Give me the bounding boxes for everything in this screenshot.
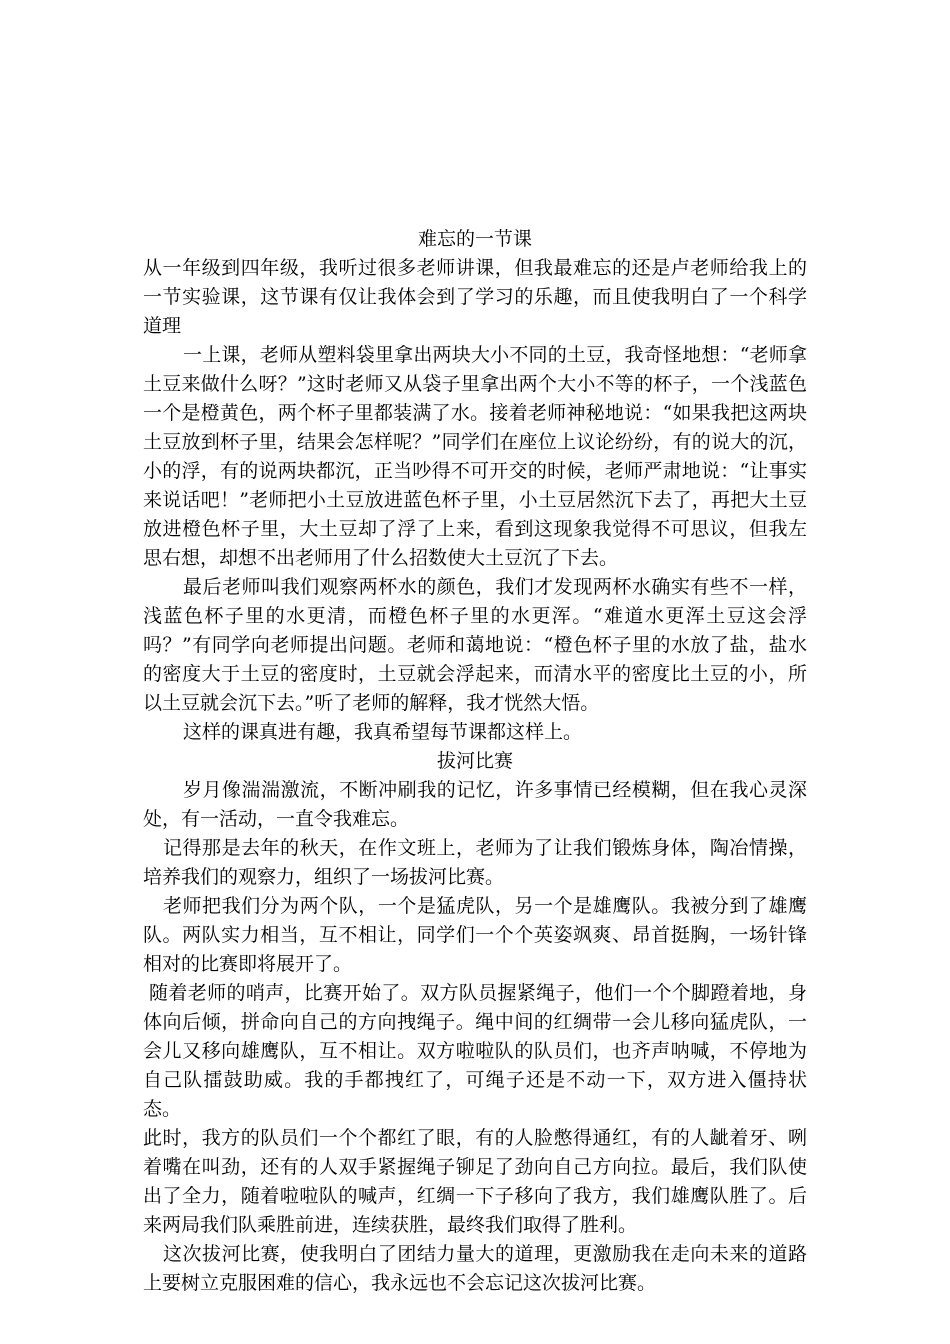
essay2-paragraph-1: 岁月像湍湍激流，不断冲刷我的记忆，许多事情已经模糊，但在我心灵深处，有一活动，一直令我难忘。 bbox=[143, 779, 807, 830]
essay1-title: 难忘的一节课 bbox=[417, 228, 532, 250]
document-body bbox=[143, 225, 807, 1298]
essay2-title: 拔河比赛 bbox=[436, 750, 513, 772]
essay1-paragraph-1: 从一年级到四年级，我听过很多老师讲课，但我最难忘的还是卢老师给我上的一节实验课，这节课有仅让我体会到了学习的乐趣，而且使我明白了一个科学道理 bbox=[143, 257, 807, 337]
essay1-paragraph-3: 最后老师叫我们观察两杯水的颜色，我们才发现两杯水确实有些不一样，浅蓝色杯子里的水更清，而橙色杯子里的水更浑。“难道水更浑土豆这会浮吗？”有同学向老师提出问题。老师和蔼地说：“橙色杯子里的水放了盐，盐水的密度大于土豆的密度时，土豆就会浮起来，而清水平的密度比土豆的小，所以土豆就会沉下去。”听了老师的解释，我才恍然大悟。 bbox=[143, 576, 807, 714]
essay2-paragraph-3: 老师把我们分为两个队，一个是猛虎队，另一个是雄鹰队。我被分到了雄鹰队。两队实力相当，互不相让，同学们一个个英姿飒爽、昂首挺胸，一场针锋相对的比赛即将展开了。 bbox=[143, 895, 807, 975]
essay2-paragraph-2: 记得那是去年的秋天，在作文班上，老师为了让我们锻炼身体，陶冶情操，培养我们的观察力，组织了一场拔河比赛。 bbox=[143, 837, 807, 888]
essay2-paragraph-5: 此时，我方的队员们一个个都红了眼，有的人脸憋得通红，有的人龇着牙、咧着嘴在叫劲，还有的人双手紧握绳子铆足了劲向自己方向拉。最后，我们队使出了全力，随着啦啦队的喊声，红绸一下子移向了我方，我们雄鹰队胜了。后来两局我们队乘胜前进，连续获胜，最终我们取得了胜利。 bbox=[143, 1127, 807, 1236]
essay1-paragraph-4: 这样的课真进有趣，我真希望每节课都这样上。 bbox=[183, 721, 583, 743]
essay1-paragraph-2: 一上课，老师从塑料袋里拿出两块大小不同的土豆，我奇怪地想：“老师拿土豆来做什么呀？”这时老师又从袋子里拿出两个大小不等的杯子，一个浅蓝色一个是橙黄色，两个杯子里都装满了水。接着老师神秘地说：“如果我把这两块土豆放到杯子里，结果会怎样呢？”同学们在座位上议论纷纷，有的说大的沉，小的浮，有的说两块都沉，正当吵得不可开交的时候，老师严肃地说：“让事实来说话吧！”老师把小土豆放进蓝色杯子里，小土豆居然沉下去了，再把大土豆放进橙色杯子里，大土豆却了浮了上来，看到这现象我觉得不可思议，但我左思右想，却想不出老师用了什么招数使大土豆沉了下去。 bbox=[143, 344, 807, 569]
essay2-paragraph-6: 这次拔河比赛，使我明白了团结力量大的道理，更激励我在走向未来的道路上要树立克服困难的信心，我永远也不会忘记这次拔河比赛。 bbox=[143, 1243, 807, 1294]
essay2-paragraph-4: 随着老师的哨声，比赛开始了。双方队员握紧绳子，他们一个个脚蹬着地，身体向后倾，拼命向自己的方向拽绳子。绳中间的红绸带一会儿移向猛虎队，一会儿又移向雄鹰队，互不相让。双方啦啦队的队员们，也齐声呐喊，不停地为自己队擂鼓助威。我的手都拽红了，可绳子还是不动一下，双方进入僵持状态。 bbox=[143, 982, 807, 1120]
